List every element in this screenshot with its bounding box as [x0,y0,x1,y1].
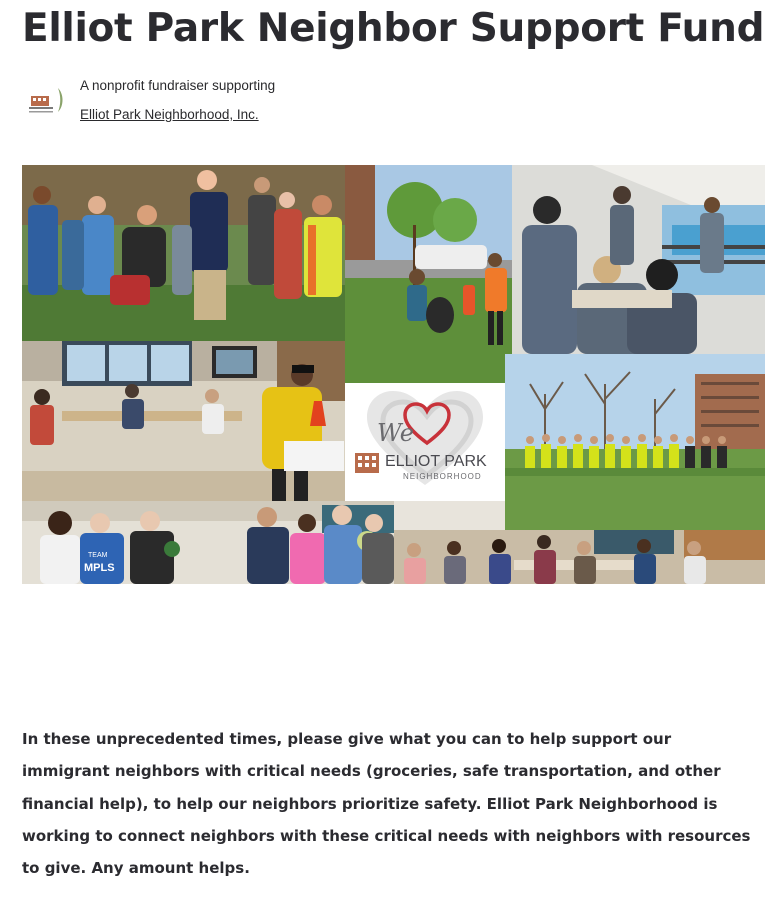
fundraiser-subtitle: A nonprofit fundraiser supporting [80,78,276,93]
page-title: Elliot Park Neighbor Support Fund [22,6,765,51]
photo-outdoor-event [512,165,765,354]
logo-line2-text: NEIGHBORHOOD [403,472,482,481]
elliot-park-logo-tile [345,383,505,501]
shirt-mpls-text: MPLS [84,562,115,574]
photo-crowd-gathering [22,165,345,341]
photo-indoor-gathering [394,530,765,584]
photo-park-cleanup [505,354,765,530]
logo-line1-text: ELLIOT PARK [385,453,487,470]
org-logo-icon[interactable] [25,84,65,116]
organization-link[interactable]: Elliot Park Neighborhood, Inc. [80,107,259,122]
logo-we-text: We [377,419,414,447]
photo-community-meeting [22,341,345,501]
shirt-team-text: TEAM [88,552,108,559]
photo-collage [22,165,765,584]
photo-tree-planting [345,165,512,383]
photo-fresh-produce [22,501,394,584]
fundraiser-description: In these unprecedented times, please give what you can to help support our immigrant neighbors with critical needs (groceries, safe transportation, and other financial help), to help our neighbors prioritize safety. Elliot Park Neighborhood is working to connect neighbors with these critical needs with neighbors with resources to give. Any amount helps. [22,730,751,878]
